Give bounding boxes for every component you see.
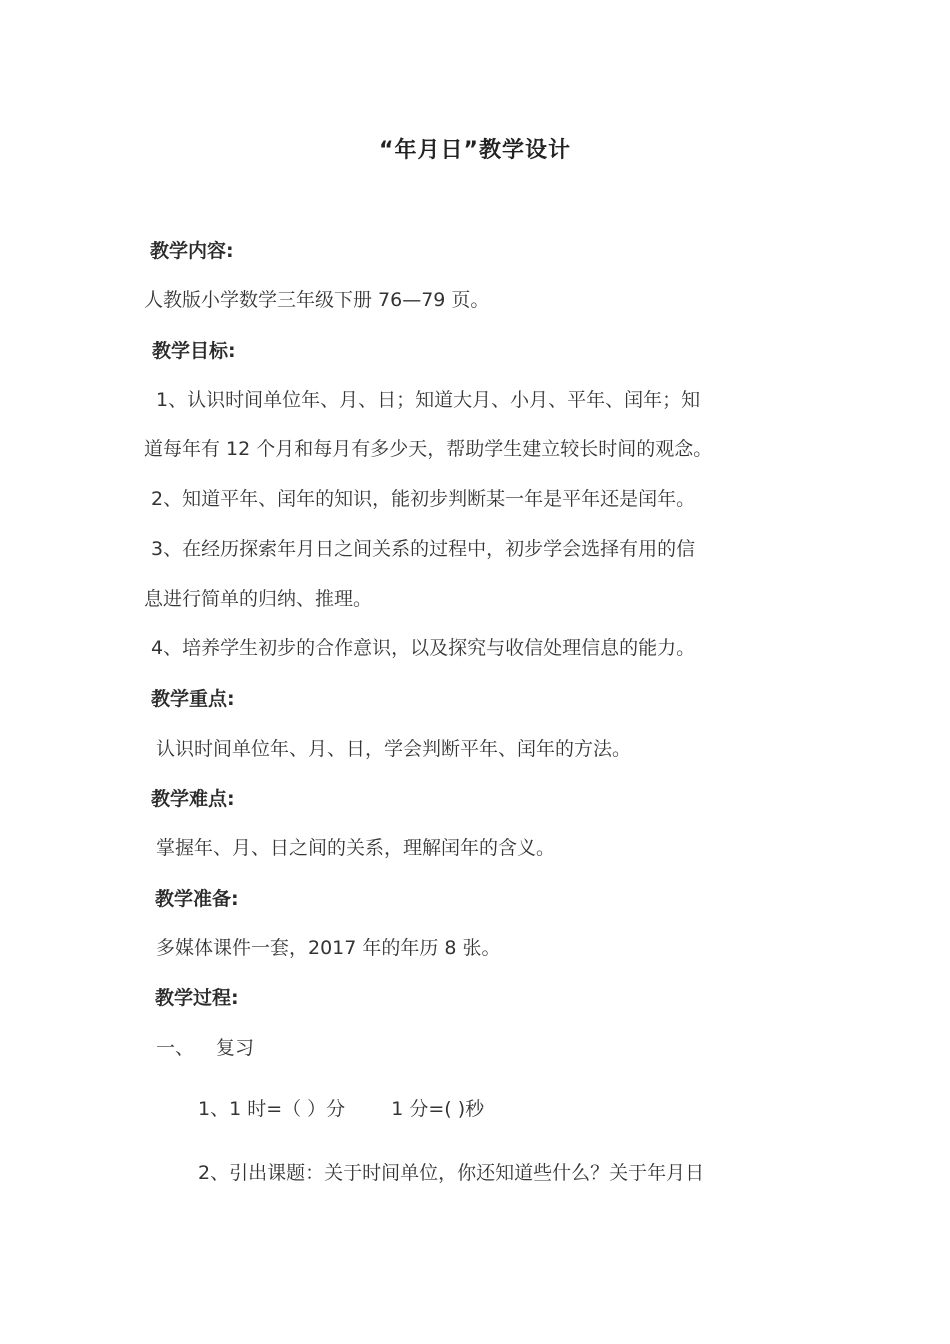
preparation-heading: 教学准备: [155,888,239,910]
goal-4: 4、培养学生初步的合作意识，以及探究与收信处理信息的能力。 [151,637,696,659]
document-title: “年月日”教学设计 [379,138,571,163]
goal-3-line-1: 3、在经历探索年月日之间关系的过程中，初步学会选择有用的信 [151,538,696,560]
goal-1-line-1: 1、认识时间单位年、月、日；知道大月、小月、平年、闰年；知 [156,389,701,411]
difficulty-heading: 教学难点: [151,788,235,810]
review-question-1-hours: 1、1 时=（ ）分 [198,1098,346,1120]
key-points-heading: 教学重点: [151,688,235,710]
goals-heading: 教学目标: [152,340,236,362]
content-heading: 教学内容: [150,240,234,262]
goal-3-line-2: 息进行简单的归纳、推理。 [144,588,373,610]
review-question-1 [198,1096,484,1122]
goal-1-line-2: 道每年有 12 个月和每月有多少天，帮助学生建立较长时间的观念。 [144,438,713,460]
review-question-2: 2、引出课题：关于时间单位，你还知道些什么？关于年月日 [198,1162,705,1184]
process-heading: 教学过程: [155,987,239,1009]
section-1-number: 一、 [156,1037,195,1059]
goal-2: 2、知道平年、闰年的知识，能初步判断某一年是平年还是闰年。 [151,488,696,510]
content-text: 人教版小学数学三年级下册 76—79 页。 [144,289,490,311]
review-question-1-minutes: 1 分=( )秒 [391,1098,485,1120]
preparation-text: 多媒体课件一套，2017 年的年历 8 张。 [156,937,501,959]
key-points-text: 认识时间单位年、月、日，学会判断平年、闰年的方法。 [156,738,632,760]
section-1-heading [156,1035,254,1061]
section-1-title: 复习 [216,1037,255,1059]
difficulty-text: 掌握年、月、日之间的关系，理解闰年的含义。 [156,837,556,859]
